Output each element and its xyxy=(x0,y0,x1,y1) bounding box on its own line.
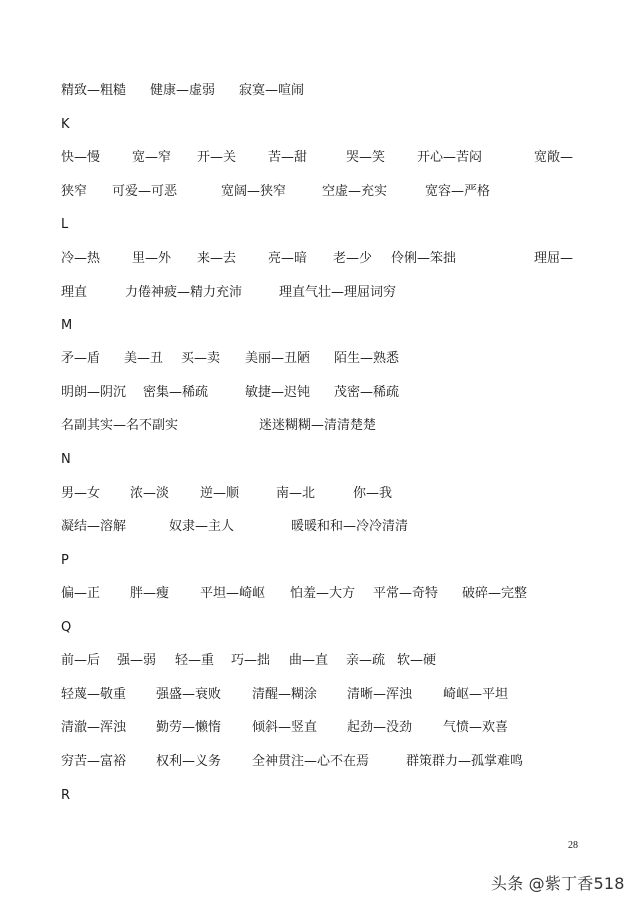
antonym-line xyxy=(0,584,640,604)
antonym-pair: 穷苦—富裕 xyxy=(61,754,127,769)
antonym-pair: 软—硬 xyxy=(397,653,437,668)
antonym-pair: 清醒—糊涂 xyxy=(252,687,318,702)
antonym-pair: 轻—重 xyxy=(175,653,215,668)
antonym-pair: 破碎—完整 xyxy=(462,586,528,601)
antonym-pair: 理直 xyxy=(61,285,88,300)
section-letter-heading: K xyxy=(61,117,70,132)
antonym-pair: 精致—粗糙 xyxy=(61,83,127,98)
antonym-pair: 苦—甜 xyxy=(268,150,308,165)
antonym-line xyxy=(0,349,640,369)
antonym-pair: 健康—虚弱 xyxy=(150,83,216,98)
antonym-pair: 迷迷糊糊—清清楚楚 xyxy=(259,418,377,433)
antonym-pair: 宽—窄 xyxy=(132,150,172,165)
antonym-pair: 美丽—丑陋 xyxy=(245,351,311,366)
antonym-pair: 平坦—崎岖 xyxy=(200,586,266,601)
section-letter-heading: M xyxy=(61,318,73,333)
antonym-pair: 明朗—阴沉 xyxy=(61,385,127,400)
antonym-pair: 冷—热 xyxy=(61,251,101,266)
antonym-pair: 平常—奇特 xyxy=(373,586,439,601)
antonym-pair: 来—去 xyxy=(197,251,237,266)
antonym-pair: 老—少 xyxy=(333,251,373,266)
antonym-pair: 倾斜—竖直 xyxy=(252,720,318,735)
antonym-pair: 偏—正 xyxy=(61,586,101,601)
antonym-pair: 暖暖和和—冷冷清清 xyxy=(291,519,409,534)
antonym-pair: 宽阔—狭窄 xyxy=(221,184,287,199)
antonym-line xyxy=(0,416,640,436)
antonym-pair: 力倦神疲—精力充沛 xyxy=(125,285,243,300)
antonym-pair: 强—弱 xyxy=(117,653,157,668)
antonym-pair: 陌生—熟悉 xyxy=(334,351,400,366)
section-letter-heading: R xyxy=(61,788,71,803)
antonym-pair: 寂寞—喧闹 xyxy=(239,83,305,98)
antonym-pair: 强盛—衰败 xyxy=(156,687,222,702)
antonym-pair: 轻蔑—敬重 xyxy=(61,687,127,702)
antonym-pair: 逆—顺 xyxy=(200,486,240,501)
antonym-pair: 曲—直 xyxy=(289,653,329,668)
antonym-line xyxy=(0,182,640,202)
antonym-pair: 南—北 xyxy=(276,486,316,501)
antonym-pair: 茂密—稀疏 xyxy=(334,385,400,400)
antonym-pair: 胖—瘦 xyxy=(130,586,170,601)
antonym-pair: 快—慢 xyxy=(61,150,101,165)
antonym-line xyxy=(0,484,640,504)
antonym-pair: 你—我 xyxy=(353,486,393,501)
antonym-pair: 哭—笑 xyxy=(346,150,386,165)
antonym-pair: 奴隶—主人 xyxy=(169,519,235,534)
watermark-text: 头条 @紫丁香518 xyxy=(491,874,625,893)
antonym-line xyxy=(0,249,640,269)
antonym-pair: 理屈— xyxy=(534,251,574,266)
antonym-pair: 勤劳—懒惰 xyxy=(156,720,222,735)
antonym-line xyxy=(0,517,640,537)
antonym-pair: 里—外 xyxy=(132,251,172,266)
antonym-pair: 宽敞— xyxy=(534,150,574,165)
section-letter-heading: L xyxy=(61,217,69,232)
antonym-pair: 亮—暗 xyxy=(268,251,308,266)
antonym-pair: 起劲—没劲 xyxy=(347,720,413,735)
antonym-pair: 权利—义务 xyxy=(156,754,222,769)
antonym-pair: 开—关 xyxy=(197,150,237,165)
antonym-pair: 前—后 xyxy=(61,653,101,668)
antonym-pair: 全神贯注—心不在焉 xyxy=(252,754,370,769)
antonym-line xyxy=(0,651,640,671)
antonym-pair: 浓—淡 xyxy=(130,486,170,501)
antonym-line xyxy=(0,148,640,168)
antonym-pair: 名副其实—名不副实 xyxy=(61,418,179,433)
antonym-pair: 买—卖 xyxy=(181,351,221,366)
antonym-pair: 凝结—溶解 xyxy=(61,519,127,534)
antonym-pair: 密集—稀疏 xyxy=(143,385,209,400)
antonym-line xyxy=(0,718,640,738)
antonym-line xyxy=(0,685,640,705)
antonym-pair: 崎岖—平坦 xyxy=(443,687,509,702)
antonym-pair: 敏捷—迟钝 xyxy=(245,385,311,400)
section-letter-heading: Q xyxy=(61,620,72,635)
antonym-pair: 狭窄 xyxy=(61,184,88,199)
antonym-line xyxy=(0,383,640,403)
antonym-line xyxy=(0,283,640,303)
antonym-pair: 气愤—欢喜 xyxy=(443,720,509,735)
section-letter-heading: N xyxy=(61,452,71,467)
antonym-pair: 巧—拙 xyxy=(231,653,271,668)
antonym-pair: 群策群力—孤掌难鸣 xyxy=(406,754,524,769)
antonym-line xyxy=(0,752,640,772)
antonym-pair: 清晰—浑浊 xyxy=(347,687,413,702)
antonym-pair: 开心—苦闷 xyxy=(417,150,483,165)
antonym-pair: 美—丑 xyxy=(124,351,164,366)
antonym-pair: 宽容—严格 xyxy=(425,184,491,199)
antonym-pair: 怕羞—大方 xyxy=(290,586,356,601)
antonym-pair: 亲—疏 xyxy=(346,653,386,668)
antonym-pair: 空虚—充实 xyxy=(322,184,388,199)
page-number: 28 xyxy=(568,840,578,851)
antonym-pair: 矛—盾 xyxy=(61,351,101,366)
antonym-line xyxy=(0,81,640,101)
antonym-pair: 伶俐—笨拙 xyxy=(391,251,457,266)
antonym-pair: 男—女 xyxy=(61,486,101,501)
section-letter-heading: P xyxy=(61,553,69,568)
antonym-pair: 可爱—可恶 xyxy=(112,184,178,199)
antonym-pair: 清澈—浑浊 xyxy=(61,720,127,735)
antonym-pair: 理直气壮—理屈词穷 xyxy=(279,285,397,300)
